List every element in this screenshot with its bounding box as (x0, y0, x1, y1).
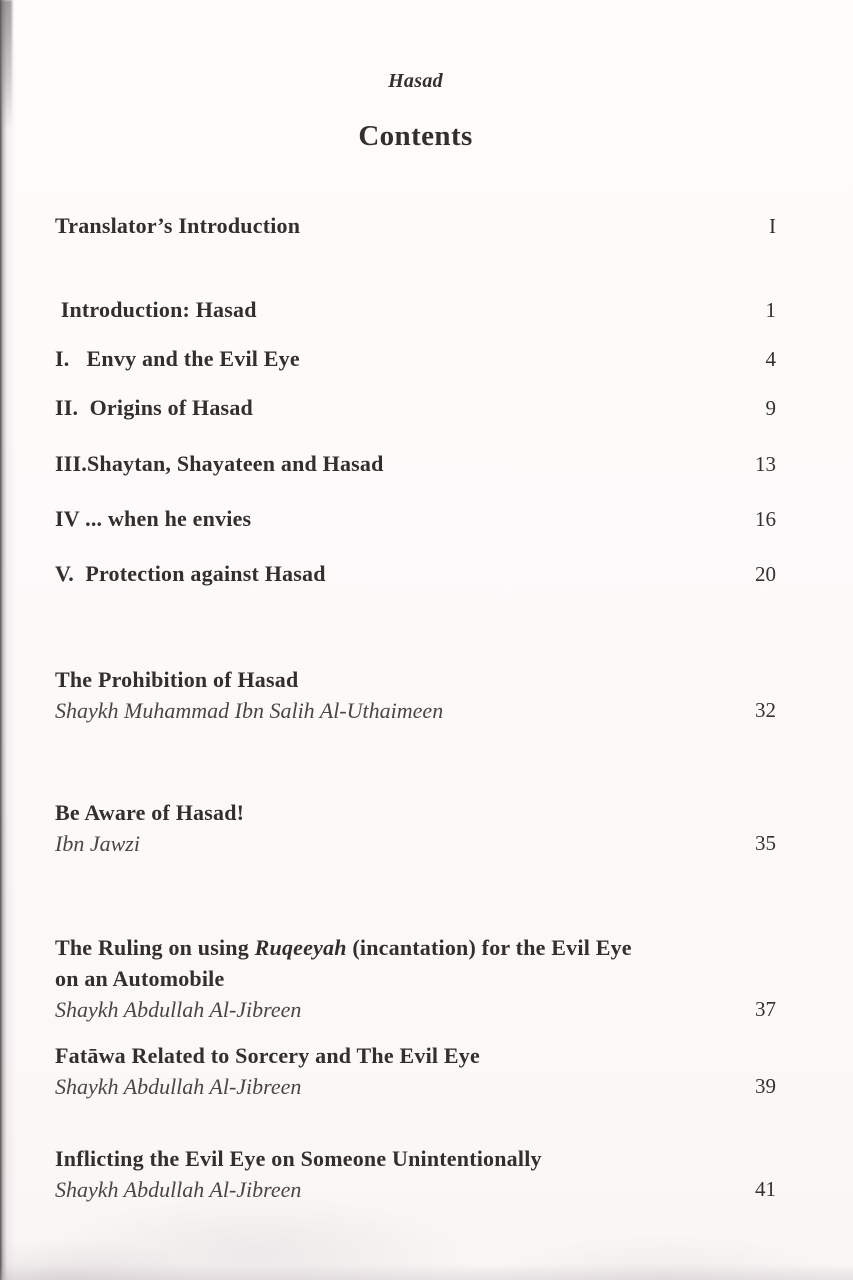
entry-text (55, 664, 755, 726)
toc-entry-envy-and-the-evil-eye (55, 344, 776, 374)
toc-entry-origins-of-hasad (55, 393, 776, 423)
entry-author: Ibn Jawzi (55, 831, 140, 856)
entry-page-number: 1 (765, 298, 776, 322)
entry-page-number: 35 (755, 831, 776, 855)
entry-title: Be Aware of Hasad! (55, 800, 245, 825)
entry-title-line1 (55, 932, 755, 963)
entry-page-number: 16 (755, 507, 776, 531)
toc-entry-prohibition-of-hasad (55, 664, 776, 726)
book-binding-edge (0, 0, 16, 1280)
toc-entry-translators-introduction (55, 211, 776, 241)
entry-label: Translator’s Introduction (55, 213, 301, 238)
toc-entry-shaytan-shayateen-and-hasad (55, 449, 776, 479)
toc-entry-inflicting-evil-eye-unintentionally (55, 1143, 776, 1205)
entry-label: III.Shaytan, Shayateen and Hasad (55, 451, 384, 476)
entry-label: Introduction: Hasad (55, 297, 257, 322)
entry-label: I. Envy and the Evil Eye (55, 346, 300, 371)
entry-text (55, 1040, 755, 1102)
entry-title-pre: The Ruling on using (55, 935, 255, 960)
entry-page-number: I (769, 214, 776, 238)
entry-page-number: 32 (755, 698, 776, 722)
contents-page (55, 0, 776, 1205)
entry-page-number: 20 (755, 562, 776, 586)
entry-title: The Prohibition of Hasad (55, 667, 299, 692)
entry-label: II. Origins of Hasad (55, 395, 253, 420)
entry-text (55, 932, 755, 1025)
toc-entry-when-he-envies (55, 504, 776, 534)
entry-label: IV ... when he envies (55, 506, 252, 531)
toc-entry-be-aware-of-hasad (55, 797, 776, 859)
entry-title: Inflicting the Evil Eye on Someone Unintentionally (55, 1146, 542, 1171)
scan-shadow-top-left (0, 0, 12, 130)
entry-title-italic-term: Ruqeeyah (254, 935, 347, 960)
running-head: Hasad (388, 70, 443, 92)
page-title: Contents (358, 120, 473, 152)
toc-entry-protection-against-hasad (55, 559, 776, 589)
entry-title-line2: on an Automobile (55, 966, 225, 991)
entry-text (55, 797, 755, 859)
entry-page-number: 9 (765, 396, 776, 420)
entry-page-number: 41 (755, 1177, 776, 1201)
entry-author: Shaykh Muhammad Ibn Salih Al-Uthaimeen (55, 698, 444, 723)
entry-page-number: 39 (755, 1074, 776, 1098)
entry-title-post: (incantation) for the Evil Eye (346, 935, 632, 960)
toc-entry-ruling-on-ruqeeyah (55, 932, 776, 1025)
entry-page-number: 37 (755, 997, 776, 1021)
toc-entry-fatawa-sorcery-evil-eye (55, 1040, 776, 1102)
entry-page-number: 4 (765, 347, 776, 371)
entry-page-number: 13 (755, 452, 776, 476)
toc-entry-introduction-hasad (55, 295, 776, 325)
entry-author: Shaykh Abdullah Al-Jibreen (55, 997, 302, 1022)
entry-author: Shaykh Abdullah Al-Jibreen (55, 1177, 302, 1202)
entry-title: Fatāwa Related to Sorcery and The Evil Eye (55, 1043, 480, 1068)
entry-author: Shaykh Abdullah Al-Jibreen (55, 1074, 302, 1099)
entry-label: V. Protection against Hasad (55, 561, 326, 586)
scan-shadow-bottom (0, 1264, 853, 1280)
entry-text (55, 1143, 755, 1205)
